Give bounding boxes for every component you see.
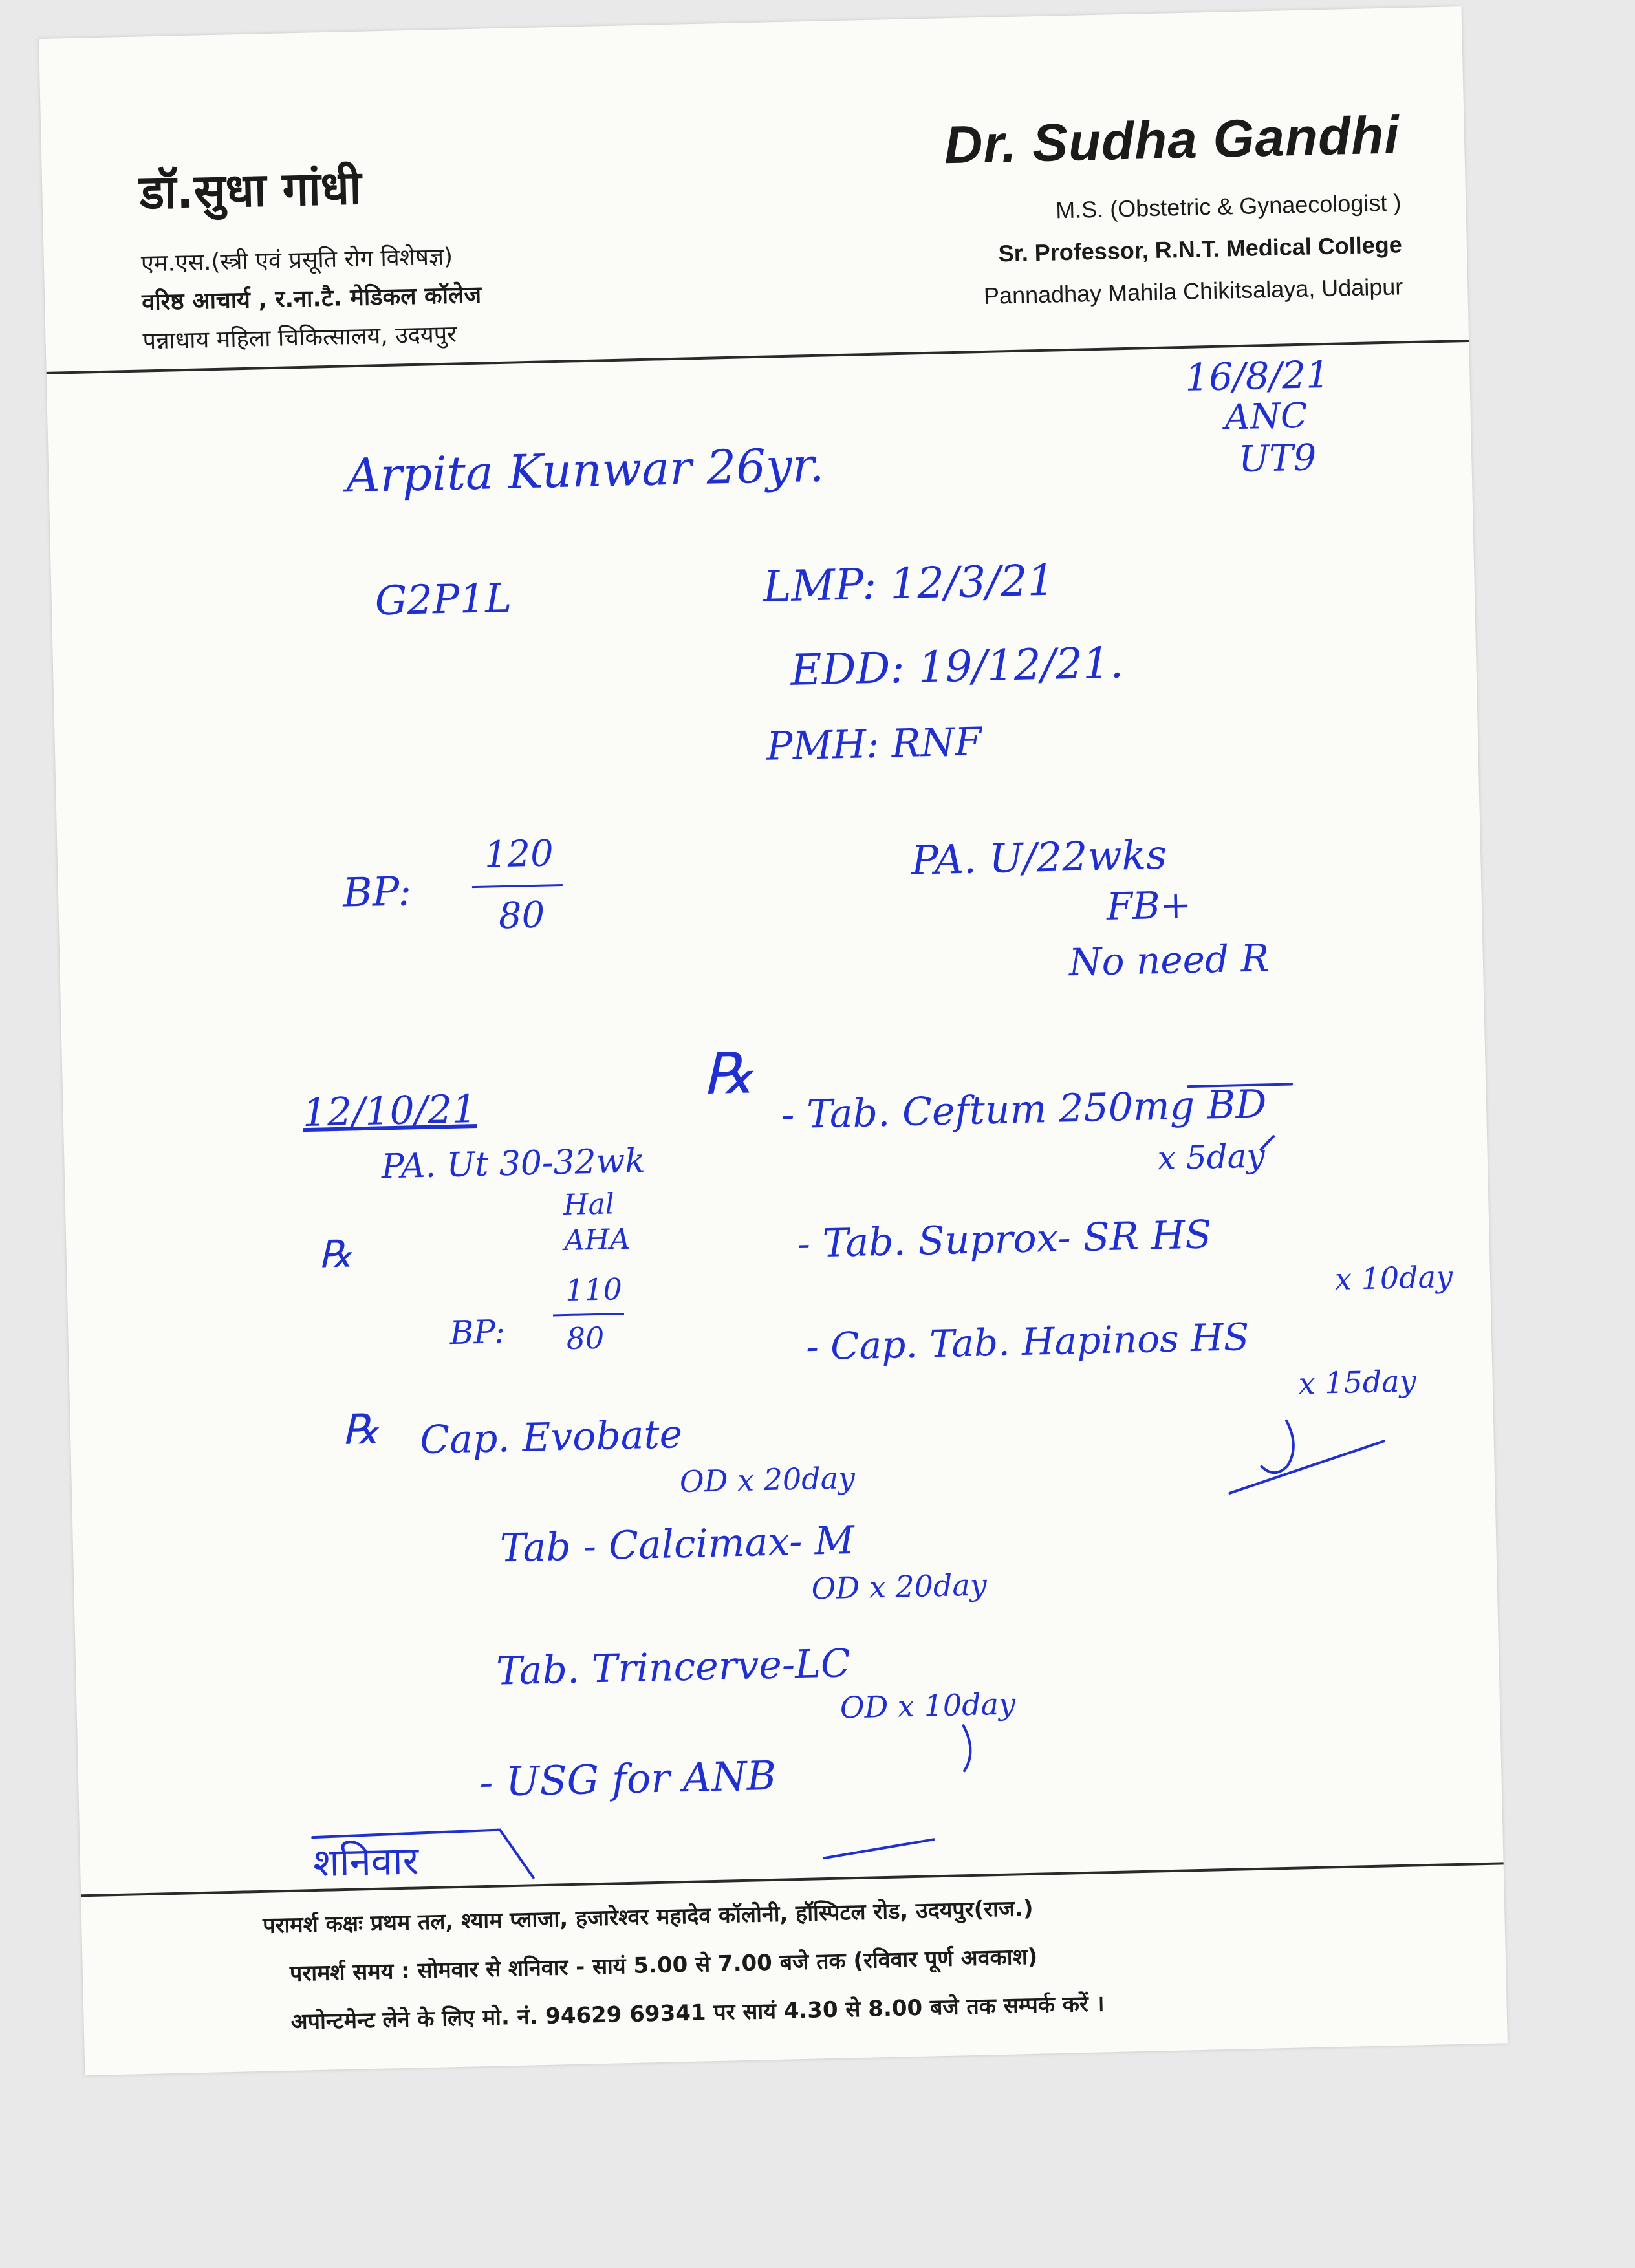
medication-6-duration: OD x 10day [839, 1686, 1016, 1725]
hospital-english: Pannadhay Mahila Chikitsalaya, Udaipur [983, 273, 1403, 309]
medication-3-duration: x 15day [1298, 1363, 1417, 1401]
bp-systolic-1: 120 [484, 832, 554, 876]
medication-1-duration: x 5day [1157, 1137, 1266, 1178]
visit-type: ANC [1224, 394, 1308, 438]
patient-name: Arpita Kunwar 26yr. [345, 437, 825, 503]
pa-finding-1: PA. U/22wks [911, 830, 1167, 884]
medication-4-duration: OD x 20day [679, 1460, 856, 1500]
signature-strokes [296, 1083, 1394, 1886]
medication-1: - Tab. Ceftum 250mg BD [781, 1081, 1268, 1138]
rx-symbol-main: ℞ [702, 1039, 755, 1108]
hospital-hindi: पन्नाधाय महिला चिकित्सालय, उदयपुर [142, 321, 457, 355]
signature-mark-2 [1261, 1136, 1273, 1149]
rx-symbol-left: ℞ [318, 1231, 353, 1277]
footer-appointment: अपोन्टमेन्ट लेने के लिए मो. नं. 94629 69341 पर सायं 4.30 से 8.00 बजे तक सम्पर्क करें । [290, 1991, 1105, 2035]
past-medical-history: PMH: RNF [766, 719, 982, 770]
designation-hindi: वरिष्ठ आचार्य , र.ना.टै. मेडिकल कॉलेज [141, 281, 482, 316]
qualification-english: M.S. (Obstetric & Gynaecologist ) [1055, 189, 1402, 224]
medication-5: Tab - Calcimax- M [499, 1518, 855, 1571]
visit-date-1: 16/8/21 [1184, 352, 1330, 400]
reference-code: UT9 [1238, 437, 1317, 481]
footer-address: परामर्श कक्षः प्रथम तल, श्याम प्लाजा, हजारेश्वर महादेव कॉलोनी, हॉस्पिटल रोड, उदयपुर(राज.) [262, 1895, 1034, 1939]
prescription-sheet [39, 6, 1508, 2075]
footer-timings: परामर्श समय : सोमवार से शनिवार - सायं 5.00 से 7.00 बजे तक (रविवार पूर्ण अवकाश) [289, 1943, 1038, 1987]
medication-5-duration: OD x 20day [811, 1567, 988, 1606]
visit-date-2: 12/10/21 [301, 1086, 478, 1136]
medication-6: Tab. Trincerve-LC [495, 1641, 851, 1694]
rx-symbol-lower: ℞ [341, 1405, 380, 1454]
edd-date: EDD: 19/12/21. [790, 638, 1124, 695]
bp-label-2: BP: [449, 1313, 506, 1352]
pa-finding-1c: No need R [1068, 936, 1270, 985]
bp-diastolic-2: 80 [566, 1320, 605, 1357]
signature-underline-2 [824, 1839, 935, 1858]
doctor-name-english: Dr. Sudha Gandhi [944, 105, 1400, 175]
medication-3: - Cap. Tab. Hapinos HS [805, 1315, 1250, 1369]
pa-finding-2c: AHA [563, 1222, 631, 1258]
med1-underline [1188, 1084, 1292, 1086]
day-of-week: शनिवार [312, 1838, 419, 1886]
signature-mark-1 [1261, 1421, 1294, 1473]
bp-systolic-2: 110 [565, 1271, 623, 1308]
bp-diastolic-1: 80 [498, 894, 545, 938]
bracket-line [312, 1829, 534, 1886]
designation-english: Sr. Professor, R.N.T. Medical College [998, 231, 1403, 267]
qualification-hindi: एम.एस.(स्त्री एवं प्रसूति रोग विशेषज्ञ) [140, 243, 453, 277]
doctor-name-hindi: डॉ.सुधा गांधी [138, 160, 362, 220]
lmp-date: LMP: 12/3/21 [762, 555, 1056, 612]
medication-4: Cap. Evobate [419, 1411, 683, 1463]
obstetric-history: G2P1L [374, 574, 512, 625]
pa-finding-2b: Hal [563, 1187, 615, 1222]
medication-2: - Tab. Suprox- SR HS [796, 1212, 1213, 1267]
bp-label-1: BP: [342, 867, 412, 916]
advice-usg: - USG for ANB [479, 1751, 777, 1806]
pa-finding-2: PA. Ut 30-32wk [381, 1141, 646, 1187]
pa-finding-1b: FB+ [1106, 882, 1193, 929]
ink-strokes [39, 6, 1508, 2075]
signature-mark-3 [964, 1725, 971, 1771]
signature-underline-1 [1229, 1441, 1385, 1493]
medication-2-duration: x 10day [1334, 1258, 1453, 1297]
